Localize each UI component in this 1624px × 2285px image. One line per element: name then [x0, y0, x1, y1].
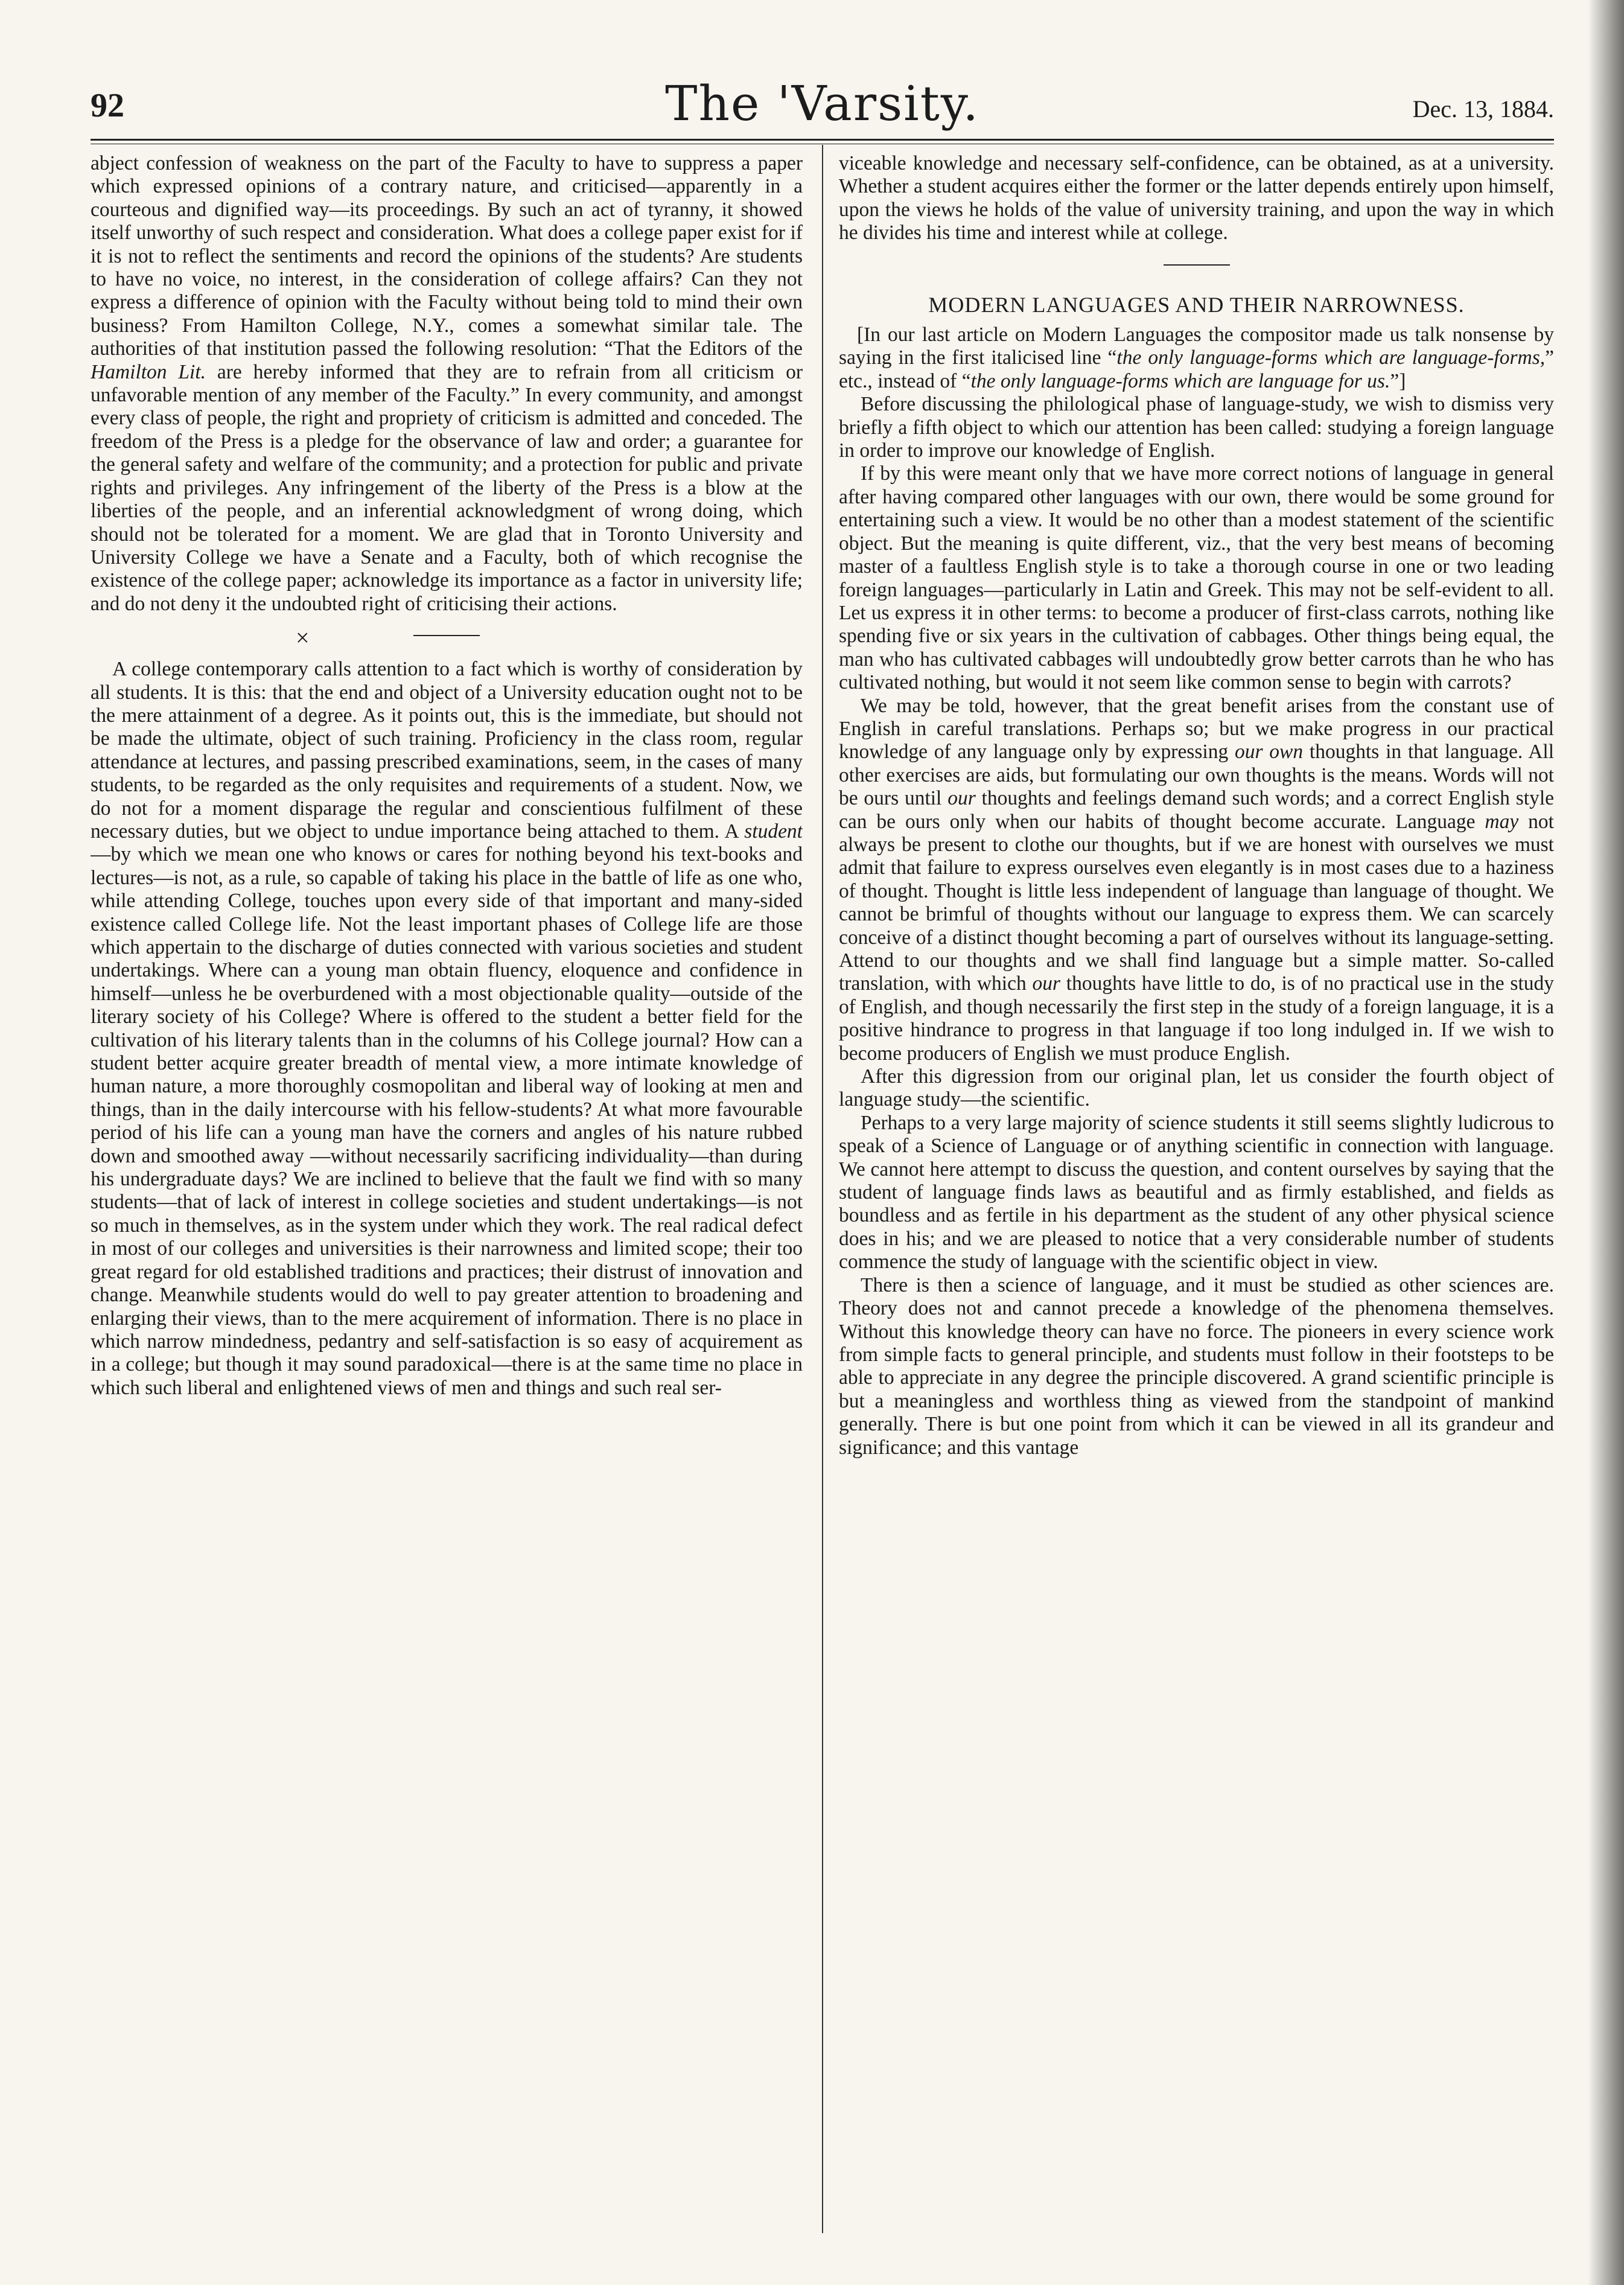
separator-dash-right	[1164, 264, 1230, 266]
left-column	[91, 152, 803, 2228]
erratum-note: [In our last article on Modern Languages the compositor made us talk nonsense by saying in the first italicised line “the only language-forms which are language-forms,” etc., instead of “the only language-forms which are language for us.”]	[839, 323, 1554, 392]
editorial-paragraph-2: A college contemporary calls attention to a fact which is worthy of consideration by all students. It is this: that the end and object of a University education ought not to be the mere attainment of a degree. As it points out, this is the immediate, but should not be made the ultimate, object of such training. Proficiency in the class room, regular attendance at lectures, and passing prescribed examinations, seem, in the cases of many students, to be regarded as the only requisites and requirements of a student. Now, we do not for a moment disparage the regular and conscientious fulfilment of these necessary duties, but we object to undue importance being attached to them. A student—by which we mean one who knows or cares for nothing beyond his text-books and lectures—is not, as a rule, so capable of taking his place in the battle of life as one who, while attending College, touches upon every side of that important and many-sided existence called College life. Not the least important phases of College life are those which appertain to the discharge of duties connected with various societies and student undertakings. Where can a young man obtain fluency, eloquence and confidence in himself—unless he be overburdened with a most objectionable quality—outside of the literary society of his College? Where is offered to the student a better field for the cultivation of his literary talents than in the columns of his College journal? How can a student better acquire greater breadth of mental view, a more intimate knowledge of human nature, a more thoroughly cosmopolitan and liberal way of looking at men and things, than in the daily intercourse with his fellow-students? At what more favourable period of his life can a young man have the corners and angles of his nature rubbed down and smoothed away —without necessarily sacrificing individuality—than during his undergraduate days? We are inclined to believe that the fault we find with so many students—that of lack of interest in college societies and student undertakings—is not so much in themselves, as in the system under which they work. The real radical defect in most of our colleges and universities is their narrowness and limited scope; their too great regard for old established traditions and practices; their distrust of innovation and change. Meanwhile students would do well to pay greater attention to broadening and enlarging their views, than to the mere acquirement of information. There is no place in which narrow mindedness, pedantry and self-satisfaction is so easy of acquirement as in a college; but though it may sound paradoxical—there is at the same time no place in which such liberal and enlightened views of men and things and such real ser-	[91, 658, 803, 1399]
article-paragraph-5: Perhaps to a very large majority of science students it still seems slightly ludicrous to speak of a Science of Language or of anything scientific in connection with language. We cannot here attempt to discuss the question, and content ourselves by saying that the student of language finds laws as beautiful and as firmly established, and fields as boundless and as fertile in his department as the student of any other physical science does in his; and we are pleased to notice that a very considerable number of students commence the study of language with the scientific object in view.	[839, 1111, 1554, 1273]
issue-date: Dec. 13, 1884.	[1412, 95, 1554, 123]
article-paragraph-3: We may be told, however, that the great benefit arises from the constant use of English in careful translations. Perhaps so; but we make progress in our practical knowledge of any language only by expressing our own thoughts in that language. All other exercises are aids, but formulating our own thoughts is the means. Words will not be ours until our thoughts and feelings demand such words; and a correct English style can be ours only when our habits of thought become accurate. Language may not always be present to clothe our thoughts, but if we are honest with ourselves we must admit that failure to express ourselves even elegantly is in most cases due to a haziness of thought. Thought is little less independent of language than language of thought. We cannot be brimful of thoughts without our language to express them. We can scarcely conceive of a distinct thought becoming a part of ourselves without its language-setting. Attend to our thoughts and we shall find language but a simple matter. So-called translation, with which our thoughts have little to do, is of no practical use in the study of English, and though necessarily the first step in the study of a foreign language, it is a positive hindrance to progress in that language if too long indulged in. If we wish to become producers of English we must produce English.	[839, 694, 1554, 1065]
article-title: MODERN LANGUAGES AND THEIR NARROWNESS.	[928, 292, 1465, 317]
separator-dash	[413, 635, 480, 636]
column-divider	[822, 145, 823, 2233]
editorial-paragraph-1: abject confession of weakness on the part of the Faculty to have to suppress a paper which expressed opinions of a contrary nature, and criticised—apparently in a courteous and dignified way—its proceedings. By such an act of tyranny, it showed itself unworthy of such respect and consideration. What does a college paper exist for if it is not to reflect the sentiments and record the opinions of the students? Are students to have no voice, no interest, in the consideration of college affairs? Can they not express a difference of opinion with the Faculty without being told to mind their own business? From Hamilton College, N.Y., comes a somewhat similar tale. The authorities of that institution passed the following resolution: “That the Editors of the Hamilton Lit. are hereby informed that they are to refrain from all criticism or unfavorable mention of any member of the Faculty.” In every community, and amongst every class of people, the right and propriety of criticism is admitted and conceded. The freedom of the Press is a pledge for the observance of law and order; a guarantee for the general safety and welfare of the community; and a protection for public and private rights and privileges. Any infringement of the liberty of the Press is a blow at the liberties of the people, and an inferential acknowledgment of wrong doing, which should not be tolerated for a moment. We are glad that in Toronto University and University College we have a Senate and a Faculty, both of which recognise the existence of the college paper; acknowledge its importance as a factor in university life; and do not deny it the undoubted right of criticising their actions.	[91, 152, 803, 615]
section-separator	[91, 616, 803, 658]
article-paragraph-2: If by this were meant only that we have more correct notions of language in general after having compared other languages with our own, there would be some ground for entertaining such a view. It would be no other than a modest statement of the scientific object. But the meaning is quite different, viz., that the very best means of becoming master of a faultless English style is to take a thorough course in one or two leading foreign languages—particularly in Latin and Greek. This may not be self-evident to all. Let us express it in other terms: to become a producer of first-class carrots, nothing like spending five or six years in the cultivation of cabbages. Other things being equal, the man who has cultivated cabbages will undoubtedly grow better carrots than he who has cultivated nothing, but would it not seem like common sense to begin with carrots?	[839, 462, 1554, 694]
page-header	[91, 75, 1554, 136]
editorial-continuation: viceable knowledge and necessary self-confidence, can be obtained, as at a university. Whether a student acquires either the former or the latter depends entirely upon himself, upon the views he holds of the value of university training, and upon the way in which he divides his time and interest while at college.	[839, 152, 1554, 244]
right-column	[839, 152, 1554, 2228]
page-number: 92	[91, 87, 124, 124]
masthead-title: The 'Varsity.	[665, 75, 979, 132]
header-rule	[91, 139, 1554, 141]
section-separator-right	[839, 245, 1554, 287]
article-paragraph-1: Before discussing the philological phase of language-study, we wish to dismiss very briefly a fifth object to which our attention has been called: studying a foreign language in order to improve our knowledge of English.	[839, 393, 1554, 462]
separator-mark: ×	[296, 624, 310, 652]
article-paragraph-6: There is then a science of language, and it must be studied as other sciences are. Theory does not and cannot precede a knowledge of the phenomena themselves. Without this knowledge theory can have no force. The pioneers in every science work from simple facts to general principle, and students must follow in their footsteps to be able to appreciate in any degree the principle discovered. A grand scientific principle is but a meaningless and worthless thing as viewed from the standpoint of mankind generally. There is but one point from which it can be viewed in all its grandeur and significance; and this vantage	[839, 1273, 1554, 1459]
article-paragraph-4: After this digression from our original plan, let us consider the fourth object of language study—the scientific.	[839, 1065, 1554, 1111]
page-edge-shadow	[1588, 0, 1624, 2285]
